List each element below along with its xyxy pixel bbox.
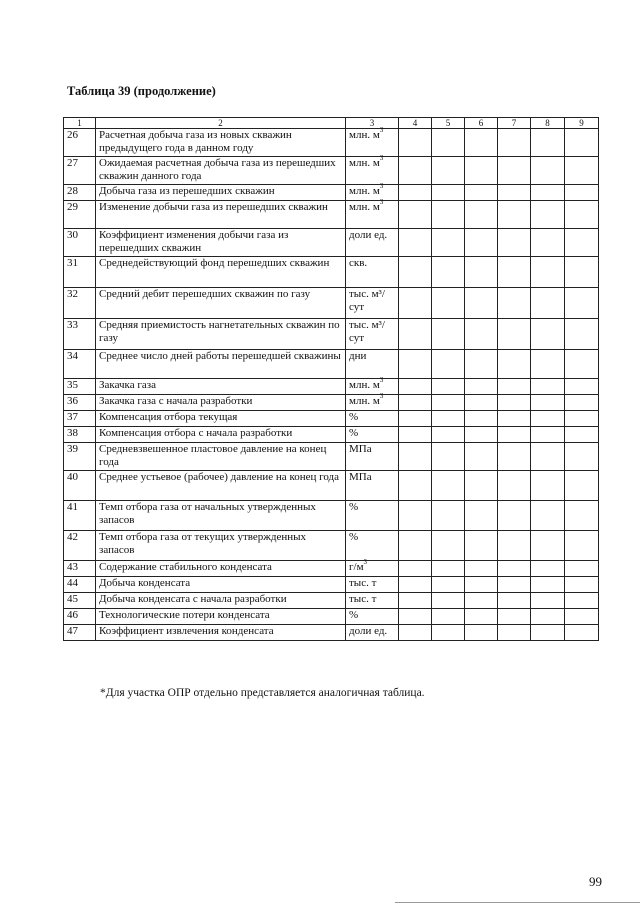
table-row [64, 129, 599, 157]
row-number: 29 [64, 201, 96, 229]
table-row [64, 443, 599, 471]
empty-value-cell [432, 395, 465, 411]
row-unit-cell [346, 593, 399, 609]
empty-value-cell [498, 395, 531, 411]
table-row [64, 201, 599, 229]
empty-value-cell [399, 625, 432, 641]
empty-value-cell [399, 501, 432, 531]
empty-value-cell [465, 625, 498, 641]
column-header: 7 [498, 118, 531, 129]
table-row [64, 185, 599, 201]
empty-value-cell [565, 395, 599, 411]
empty-value-cell [432, 157, 465, 185]
empty-value-cell [531, 379, 565, 395]
row-unit-cell [346, 443, 399, 471]
row-number: 36 [64, 395, 96, 411]
row-description: Темп отбора газа от начальных утвержденных запасов [96, 501, 346, 531]
empty-value-cell [465, 185, 498, 201]
row-description: Среднее устьевое (рабочее) давление на конец года [96, 471, 346, 501]
table-title: Таблица 39 (продолжение) [67, 84, 216, 98]
empty-value-cell [498, 288, 531, 319]
empty-value-cell [399, 443, 432, 471]
empty-value-cell [432, 531, 465, 561]
table-row [64, 319, 599, 350]
row-unit-cell [346, 319, 399, 350]
empty-value-cell [498, 561, 531, 577]
empty-value-cell [465, 201, 498, 229]
empty-value-cell [465, 350, 498, 379]
row-unit-cell [346, 609, 399, 625]
empty-value-cell [432, 319, 465, 350]
row-unit: % [349, 427, 359, 440]
row-description: Изменение добычи газа из перешедших скважин [96, 201, 346, 229]
empty-value-cell [432, 427, 465, 443]
empty-value-cell [531, 229, 565, 257]
row-number: 41 [64, 501, 96, 531]
row-description: Добыча газа из перешедших скважин [96, 185, 346, 201]
empty-value-cell [565, 319, 599, 350]
empty-value-cell [531, 411, 565, 427]
empty-value-cell [465, 593, 498, 609]
empty-value-cell [531, 609, 565, 625]
empty-value-cell [531, 443, 565, 471]
table-row [64, 229, 599, 257]
empty-value-cell [399, 350, 432, 379]
empty-value-cell [498, 531, 531, 561]
empty-value-cell [565, 625, 599, 641]
row-unit-cell [346, 577, 399, 593]
empty-value-cell [565, 609, 599, 625]
row-unit: % [349, 609, 359, 622]
row-description: Добыча конденсата [96, 577, 346, 593]
unit-superscript: 3 [363, 558, 368, 567]
empty-value-cell [432, 379, 465, 395]
empty-value-cell [498, 609, 531, 625]
empty-value-cell [531, 395, 565, 411]
empty-value-cell [531, 319, 565, 350]
empty-value-cell [565, 157, 599, 185]
row-description: Коэффициент изменения добычи газа из перешедших скважин [96, 229, 346, 257]
row-number: 31 [64, 257, 96, 288]
empty-value-cell [399, 129, 432, 157]
row-unit: млн. м [349, 379, 380, 392]
row-description: Добыча конденсата с начала разработки [96, 593, 346, 609]
row-unit: тыс. м³/сут [349, 288, 385, 313]
row-number: 32 [64, 288, 96, 319]
empty-value-cell [531, 288, 565, 319]
row-unit: МПа [349, 443, 372, 456]
empty-value-cell [399, 157, 432, 185]
footnote: *Для участка ОПР отдельно представляется аналогичная таблица. [100, 687, 425, 699]
empty-value-cell [565, 427, 599, 443]
empty-value-cell [399, 561, 432, 577]
row-number: 45 [64, 593, 96, 609]
empty-value-cell [432, 471, 465, 501]
empty-value-cell [432, 609, 465, 625]
row-unit-cell [346, 411, 399, 427]
empty-value-cell [531, 129, 565, 157]
empty-value-cell [465, 129, 498, 157]
empty-value-cell [432, 593, 465, 609]
row-unit: тыс. т [349, 593, 377, 606]
row-unit-cell [346, 154, 399, 185]
unit-superscript: 3 [379, 376, 384, 385]
row-unit: тыс. м³/сут [349, 319, 385, 344]
empty-value-cell [565, 129, 599, 157]
empty-value-cell [399, 229, 432, 257]
empty-value-cell [399, 185, 432, 201]
empty-value-cell [465, 531, 498, 561]
row-number: 34 [64, 350, 96, 379]
row-number: 44 [64, 577, 96, 593]
empty-value-cell [565, 350, 599, 379]
row-description: Средняя приемистость нагнетательных скважин по газу [96, 319, 346, 350]
column-header: 1 [64, 118, 96, 129]
empty-value-cell [432, 443, 465, 471]
row-number: 39 [64, 443, 96, 471]
unit-superscript: 3 [379, 392, 384, 401]
unit-superscript: 3 [379, 126, 384, 135]
row-unit: млн. м [349, 395, 380, 408]
row-number: 40 [64, 471, 96, 501]
row-description: Содержание стабильного конденсата [96, 561, 346, 577]
row-unit-cell [346, 376, 399, 395]
empty-value-cell [565, 185, 599, 201]
row-unit: г/м [349, 561, 364, 574]
empty-value-cell [531, 427, 565, 443]
row-description: Компенсация отбора с начала разработки [96, 427, 346, 443]
row-description: Компенсация отбора текущая [96, 411, 346, 427]
empty-value-cell [399, 531, 432, 561]
table-row [64, 288, 599, 319]
row-number: 38 [64, 427, 96, 443]
row-unit-cell [346, 471, 399, 501]
table-row [64, 471, 599, 501]
empty-value-cell [399, 319, 432, 350]
empty-value-cell [498, 443, 531, 471]
empty-value-cell [432, 561, 465, 577]
empty-value-cell [399, 257, 432, 288]
empty-value-cell [432, 129, 465, 157]
table-row [64, 427, 599, 443]
row-unit: тыс. т [349, 577, 377, 590]
row-number: 43 [64, 561, 96, 577]
row-number: 27 [64, 157, 96, 185]
empty-value-cell [465, 157, 498, 185]
table-row [64, 257, 599, 288]
empty-value-cell [465, 257, 498, 288]
row-description: Закачка газа [96, 379, 346, 395]
empty-value-cell [498, 257, 531, 288]
unit-superscript: 3 [379, 182, 384, 191]
row-unit: дни [349, 350, 367, 363]
empty-value-cell [399, 201, 432, 229]
empty-value-cell [565, 379, 599, 395]
empty-value-cell [531, 531, 565, 561]
empty-value-cell [565, 593, 599, 609]
empty-value-cell [399, 471, 432, 501]
empty-value-cell [565, 531, 599, 561]
row-unit-cell [346, 531, 399, 561]
row-unit-cell [346, 350, 399, 379]
empty-value-cell [432, 577, 465, 593]
empty-value-cell [432, 229, 465, 257]
empty-value-cell [399, 395, 432, 411]
row-description: Ожидаемая расчетная добыча газа из перешедших скважин данного года [96, 157, 346, 185]
column-header: 6 [465, 118, 498, 129]
empty-value-cell [399, 609, 432, 625]
row-number: 42 [64, 531, 96, 561]
empty-value-cell [565, 443, 599, 471]
table-row [64, 609, 599, 625]
row-unit-cell [346, 182, 399, 201]
row-description: Технологические потери конденсата [96, 609, 346, 625]
empty-value-cell [498, 201, 531, 229]
header-row [64, 118, 599, 129]
empty-value-cell [565, 288, 599, 319]
table-row [64, 157, 599, 185]
empty-value-cell [531, 625, 565, 641]
empty-value-cell [565, 257, 599, 288]
empty-value-cell [531, 201, 565, 229]
empty-value-cell [565, 411, 599, 427]
column-header: 2 [96, 118, 346, 129]
page-number: 99 [589, 874, 602, 889]
empty-value-cell [531, 593, 565, 609]
row-unit-cell [346, 392, 399, 411]
row-unit: МПа [349, 471, 372, 484]
row-description: Коэффициент извлечения конденсата [96, 625, 346, 641]
row-number: 46 [64, 609, 96, 625]
row-description: Закачка газа с начала разработки [96, 395, 346, 411]
empty-value-cell [432, 185, 465, 201]
empty-value-cell [498, 501, 531, 531]
row-unit: млн. м [349, 185, 380, 198]
row-number: 37 [64, 411, 96, 427]
row-unit-cell [346, 288, 399, 319]
empty-value-cell [531, 350, 565, 379]
row-unit-cell [346, 427, 399, 443]
empty-value-cell [498, 593, 531, 609]
row-unit: доли ед. [349, 625, 388, 638]
empty-value-cell [498, 411, 531, 427]
unit-superscript: 3 [379, 154, 384, 163]
empty-value-cell [465, 395, 498, 411]
column-header: 5 [432, 118, 465, 129]
empty-value-cell [465, 501, 498, 531]
empty-value-cell [465, 229, 498, 257]
empty-value-cell [531, 577, 565, 593]
empty-value-cell [465, 609, 498, 625]
empty-value-cell [498, 350, 531, 379]
empty-value-cell [399, 411, 432, 427]
row-unit-cell [346, 558, 399, 577]
empty-value-cell [465, 379, 498, 395]
row-description: Расчетная добыча газа из новых скважин предыдущего года в данном году [96, 129, 346, 157]
table-row [64, 350, 599, 379]
table-row [64, 379, 599, 395]
row-unit: млн. м [349, 201, 380, 214]
empty-value-cell [465, 561, 498, 577]
empty-value-cell [498, 471, 531, 501]
row-number: 33 [64, 319, 96, 350]
table-row [64, 625, 599, 641]
empty-value-cell [432, 201, 465, 229]
table-row [64, 395, 599, 411]
row-number: 35 [64, 379, 96, 395]
column-header: 3 [346, 118, 399, 129]
row-unit: % [349, 411, 359, 424]
empty-value-cell [498, 129, 531, 157]
row-description: Темп отбора газа от текущих утвержденных запасов [96, 531, 346, 561]
row-description: Средневзвешенное пластовое давление на конец года [96, 443, 346, 471]
empty-value-cell [432, 625, 465, 641]
empty-value-cell [432, 257, 465, 288]
unit-superscript: 3 [379, 198, 384, 207]
row-unit-cell [346, 229, 399, 257]
table-row [64, 411, 599, 427]
table-row [64, 531, 599, 561]
data-table [63, 117, 599, 641]
empty-value-cell [531, 157, 565, 185]
empty-value-cell [565, 471, 599, 501]
row-unit-cell [346, 501, 399, 531]
empty-value-cell [432, 350, 465, 379]
row-unit: млн. м [349, 157, 380, 170]
empty-value-cell [498, 229, 531, 257]
row-unit: % [349, 501, 359, 514]
empty-value-cell [498, 577, 531, 593]
empty-value-cell [432, 501, 465, 531]
empty-value-cell [465, 319, 498, 350]
row-unit-cell [346, 625, 399, 641]
empty-value-cell [432, 288, 465, 319]
empty-value-cell [565, 577, 599, 593]
row-number: 30 [64, 229, 96, 257]
table-row [64, 561, 599, 577]
column-header: 4 [399, 118, 432, 129]
table-row [64, 501, 599, 531]
empty-value-cell [531, 257, 565, 288]
empty-value-cell [531, 561, 565, 577]
column-header: 9 [565, 118, 599, 129]
empty-value-cell [565, 501, 599, 531]
table-row [64, 577, 599, 593]
empty-value-cell [498, 319, 531, 350]
empty-value-cell [498, 427, 531, 443]
empty-value-cell [399, 288, 432, 319]
empty-value-cell [465, 443, 498, 471]
table-row [64, 593, 599, 609]
row-unit-cell [346, 257, 399, 288]
empty-value-cell [498, 185, 531, 201]
row-number: 28 [64, 185, 96, 201]
row-unit: млн. м [349, 129, 380, 142]
row-description: Средний дебит перешедших скважин по газу [96, 288, 346, 319]
empty-value-cell [498, 625, 531, 641]
empty-value-cell [465, 577, 498, 593]
empty-value-cell [531, 471, 565, 501]
row-description: Среднее число дней работы перешедшей скважины [96, 350, 346, 379]
row-unit: скв. [349, 257, 368, 270]
empty-value-cell [565, 561, 599, 577]
column-header: 8 [531, 118, 565, 129]
row-unit-cell [346, 126, 399, 157]
empty-value-cell [531, 185, 565, 201]
empty-value-cell [399, 427, 432, 443]
empty-value-cell [498, 379, 531, 395]
empty-value-cell [399, 577, 432, 593]
empty-value-cell [565, 201, 599, 229]
row-description: Среднедействующий фонд перешедших скважин [96, 257, 346, 288]
empty-value-cell [565, 229, 599, 257]
row-number: 26 [64, 129, 96, 157]
scan-edge-line [395, 902, 640, 903]
empty-value-cell [399, 379, 432, 395]
empty-value-cell [465, 471, 498, 501]
empty-value-cell [432, 411, 465, 427]
empty-value-cell [465, 288, 498, 319]
row-unit-cell [346, 198, 399, 229]
empty-value-cell [465, 427, 498, 443]
row-unit: % [349, 531, 359, 544]
row-unit: доли ед. [349, 229, 388, 242]
empty-value-cell [465, 411, 498, 427]
row-number: 47 [64, 625, 96, 641]
empty-value-cell [531, 501, 565, 531]
empty-value-cell [399, 593, 432, 609]
empty-value-cell [498, 157, 531, 185]
